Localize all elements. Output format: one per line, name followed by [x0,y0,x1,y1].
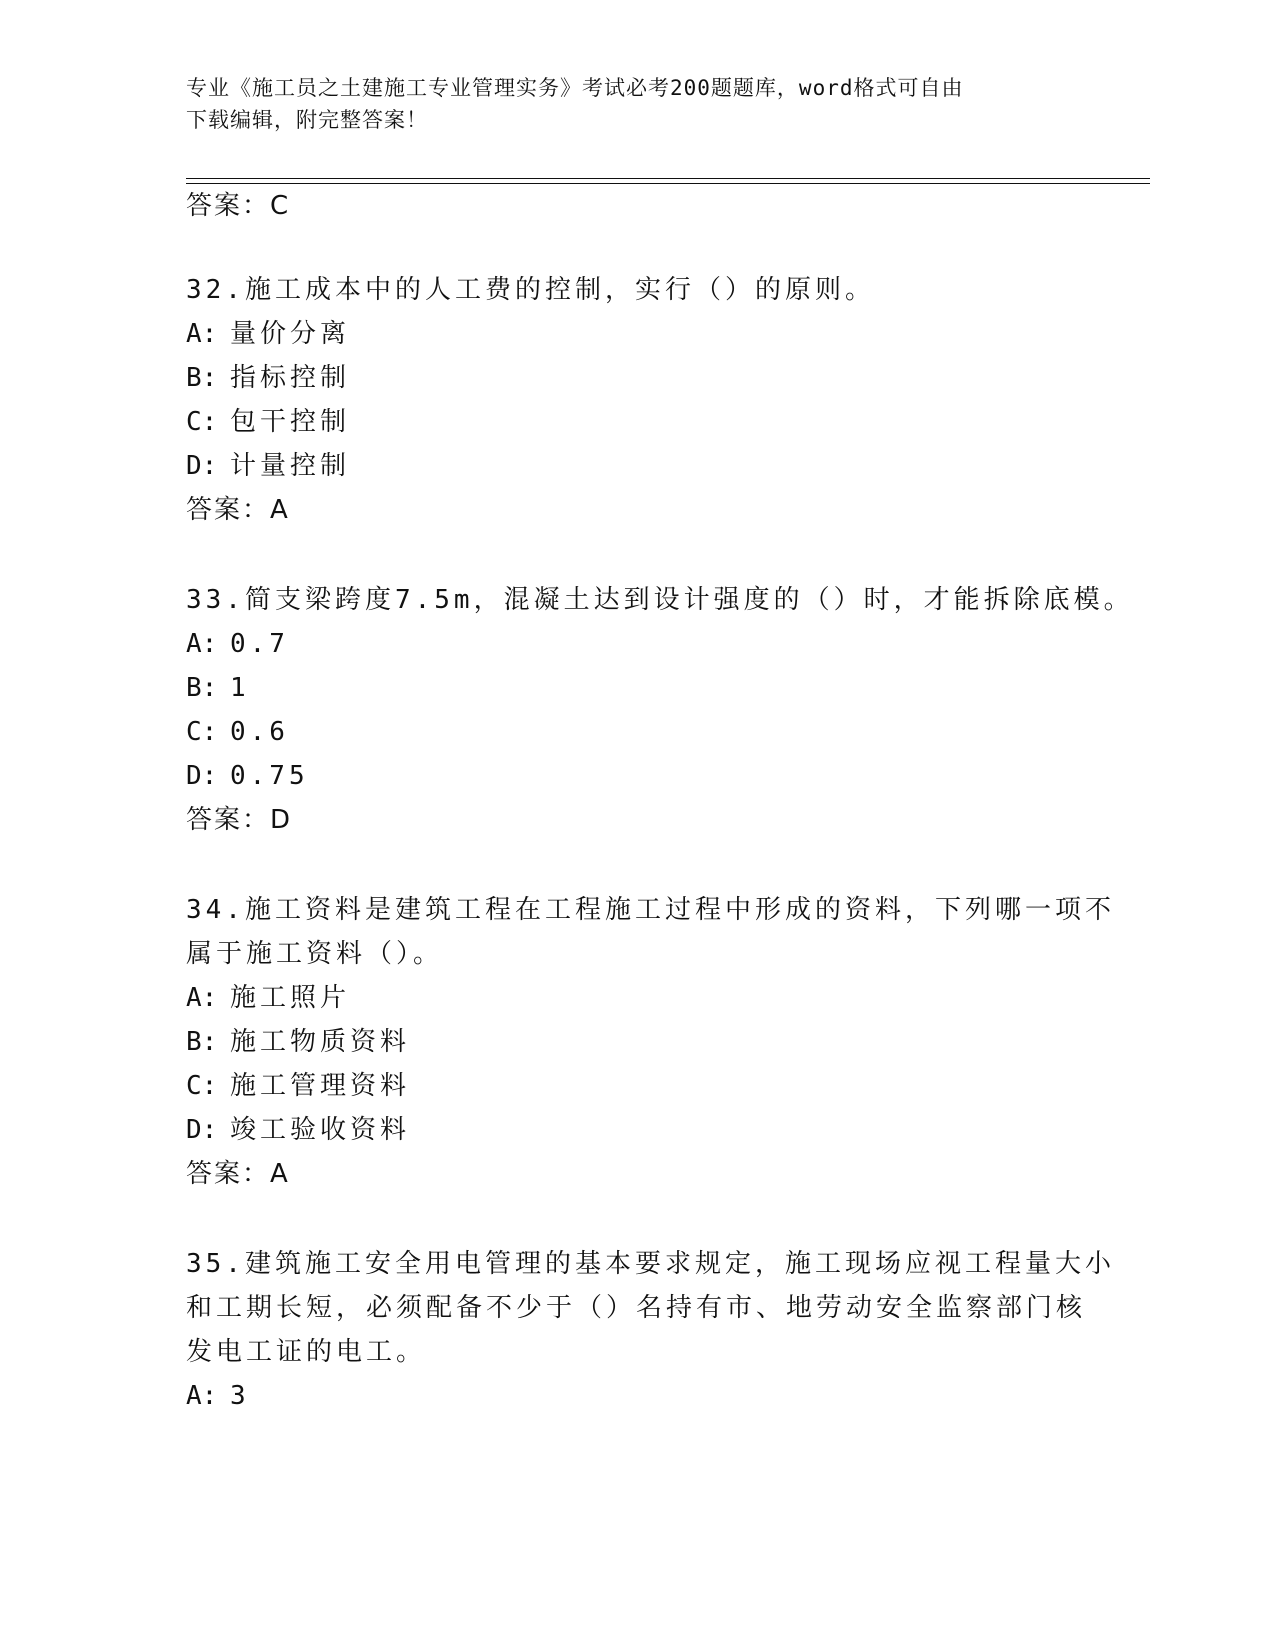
question-34-option-d [186,1108,410,1153]
option-text: 包干控制 [230,407,351,437]
header-rule-top [186,178,1150,179]
option-letter: D: [186,761,218,791]
option-text: 量价分离 [230,319,351,349]
question-32-option-a [186,312,350,357]
option-letter: B: [186,363,218,393]
option-text: 0.7 [230,629,289,659]
option-letter: A: [186,629,218,659]
header-rule-bottom [186,183,1150,184]
option-text: 施工物质资料 [230,1027,411,1057]
option-letter: C: [186,717,218,747]
question-33-answer: 答案：D [186,805,293,835]
question-32-option-c [186,400,350,445]
option-text: 0.75 [230,761,309,791]
question-32-option-b [186,356,350,401]
option-text: 0.6 [230,717,289,747]
question-33-option-d [186,754,309,799]
option-letter: C: [186,1071,218,1101]
option-letter: B: [186,673,218,703]
option-letter: D: [186,451,218,481]
question-34-answer: 答案：A [186,1159,290,1189]
header-line-2: 下载编辑，附完整答案！ [186,108,428,132]
option-letter: C: [186,407,218,437]
option-text: 指标控制 [230,363,351,393]
option-text: 1 [230,673,250,703]
header-line-1: 专业《施工员之土建施工专业管理实务》考试必考200题题库，word格式可自由 [186,76,964,100]
question-32-option-d [186,444,350,489]
option-text: 3 [230,1381,250,1411]
question-34-stem-line-1: 34.施工资料是建筑工程在工程施工过程中形成的资料，下列哪一项不 [186,895,1115,925]
question-32-stem: 32.施工成本中的人工费的控制，实行（）的原则。 [186,275,875,305]
option-text: 计量控制 [230,451,351,481]
question-34-option-c [186,1064,410,1109]
option-text: 施工照片 [230,983,351,1013]
question-35-stem-line-2: 和工期长短，必须配备不少于（）名持有市、地劳动安全监察部门核 [186,1293,1087,1323]
question-33-option-a [186,622,289,667]
question-32-answer: 答案：A [186,495,290,525]
question-35-stem-line-1: 35.建筑施工安全用电管理的基本要求规定，施工现场应视工程量大小 [186,1249,1115,1279]
question-34-stem-line-2: 属于施工资料（）。 [186,939,444,969]
document-header [186,72,1066,136]
option-text: 施工管理资料 [230,1071,411,1101]
option-letter: B: [186,1027,218,1057]
option-letter: A: [186,1381,218,1411]
option-text: 竣工验收资料 [230,1115,411,1145]
question-33-stem: 33.简支梁跨度7.5m，混凝土达到设计强度的（）时，才能拆除底模。 [186,585,1134,615]
option-letter: D: [186,1115,218,1145]
question-34-option-a [186,976,350,1021]
option-letter: A: [186,319,218,349]
option-letter: A: [186,983,218,1013]
question-34-option-b [186,1020,410,1065]
question-35-stem-line-3: 发电工证的电工。 [186,1337,427,1367]
question-33-option-c [186,710,289,755]
question-33-option-b [186,666,250,711]
question-35-option-a [186,1374,250,1419]
previous-answer: 答案：C [186,191,291,221]
